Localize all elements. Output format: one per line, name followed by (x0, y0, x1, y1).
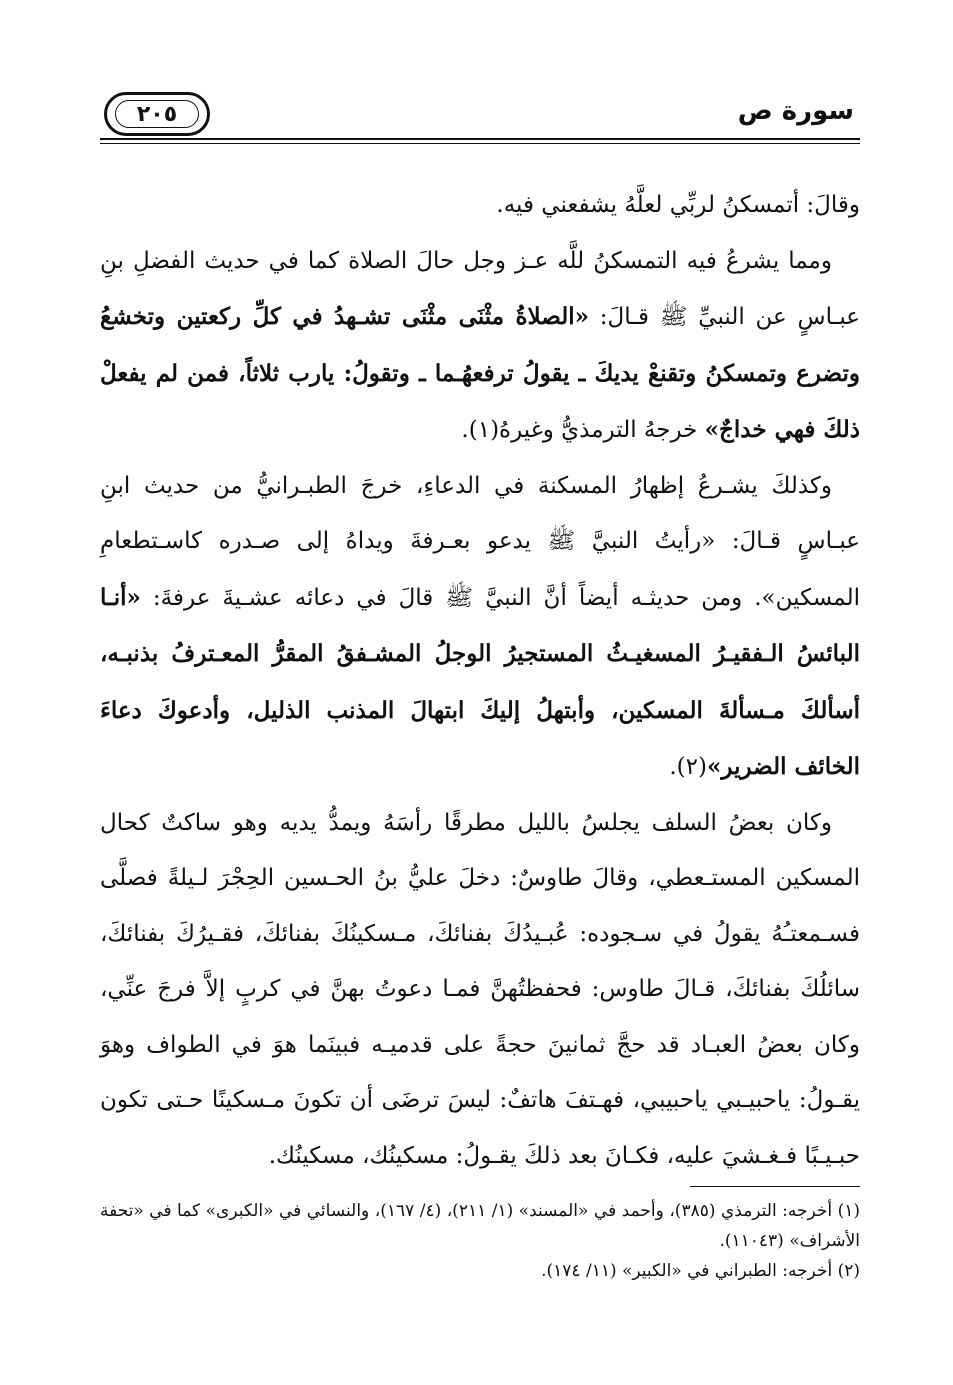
paragraph-text: وكان بعضُ السلف يجلسُ بالليل مطرقًا رأسَهُ ويمدُّ يديه وهو ساكتٌ كحال المسكين المستـعطي، وقالَ طاوسٌ: دخلَ عليُّ بنُ الحـسين الحِجْرَ لـيلةً فصلَّى فسـمعتـُهُ يقولُ في سـجوده: عُبـيدُكَ بفنائكَ، مـسكينُكَ بفنائكَ، فقـيرُكَ بفنائكَ، سائلُكَ بفنائكَ، قـالَ طاوس: فحفظتُهنَّ فمـا دعوتُ بهنَّ في كربٍ إلاَّ فرجَ عنِّي، وكان بعضُ العبـاد قد حجَّ ثمانينَ حجةً على قدميـه فبينَما هوَ في الطواف وهوَ يقـولُ: ياحبيـبي ياحبيبي، فهـتفَ هاتفٌ: ليسَ ترضَى أن تكونَ مـسكينًا حـتى تكون حبـيـبًا فـغـشيَ عليه، فكـانَ بعد ذلكَ يقـولُ: مسكينُك، مسكينُك. (100, 809, 860, 1169)
footnotes (100, 1196, 860, 1286)
surah-title: سورة ص (737, 96, 854, 126)
paragraph (100, 234, 860, 459)
paragraph-text: ومما يشرعُ فيه التمسكنُ للَّه عـز وجل حالَ الصلاة كما في حديث الفضلِ بنِ عبـاسٍ عن النبيِّ ﷺ قـالَ: (100, 247, 860, 330)
main-text (100, 178, 860, 1184)
paragraph (100, 178, 860, 234)
footnote: (٢) أخرجه: الطبراني في «الكبير» (١١/ ١٧٤). (541, 1261, 860, 1281)
paragraph-text: خرجهُ الترمذيُّ وغيرهُ(١). (461, 417, 705, 443)
paragraph (100, 796, 860, 1185)
hadith-quote: «أنـا البائسُ الـفقيـرُ المسغيـثُ المستجيرُ الوجلُ المشـفقُ المقرُّ المعـترفُ بذنبـه، أسألكَ مـسألةَ المسكين، وأبتهلُ إليكَ ابتهالَ المذنب الذليل، وأدعوكَ دعاءَ الخائف الضرير» (100, 583, 860, 780)
paragraph-text: وكذلكَ يشـرعُ إظهارُ المسكنة في الدعاءِ، خرجَ الطبـرانيُّ من حديث ابنِ عبـاسٍ قـالَ: «رأيتُ النبيَّ ﷺ يدعو بعـرفةَ ويداهُ إلى صـدره كاسـتطعامِ المسكين». ومن حديثـه أيضاً أنَّ النبيَّ ﷺ قالَ في دعائه عشـيةَ عرفةَ: (100, 472, 860, 611)
footnote: (١) أخرجه: الترمذي (٣٨٥)، وأحمد في «المسند» (١/ ٢١١)، (٤/ ١٦٧)، والنسائي في «الكبرى» كما في «تحفة الأشراف» (١١٠٤٣). (100, 1201, 861, 1251)
hadith-quote: «الصلاةُ مثْنَى مثْنَى تشـهدُ في كلِّ ركعتين وتخشعُ وتضرع وتمسكنُ وتقنعْ يديكَ ـ يقولُ ترفعهُـما ـ وتقولُ: يارب ثلاثاً، فمن لم يفعلْ ذلكَ فهي خداجٌ» (100, 303, 860, 443)
paragraph (100, 459, 860, 796)
footnote-divider (690, 1186, 860, 1187)
page-number-badge (104, 92, 210, 136)
page-header (100, 86, 860, 146)
header-rule (100, 138, 860, 140)
header-rule-thin (100, 143, 860, 144)
footnote-ref: (٢). (669, 754, 708, 780)
page-number: ٢٠٥ (136, 101, 178, 127)
paragraph-text: وقالَ: أتمسكنُ لربِّي لعلَّهُ يشفعني فيه. (496, 192, 860, 218)
